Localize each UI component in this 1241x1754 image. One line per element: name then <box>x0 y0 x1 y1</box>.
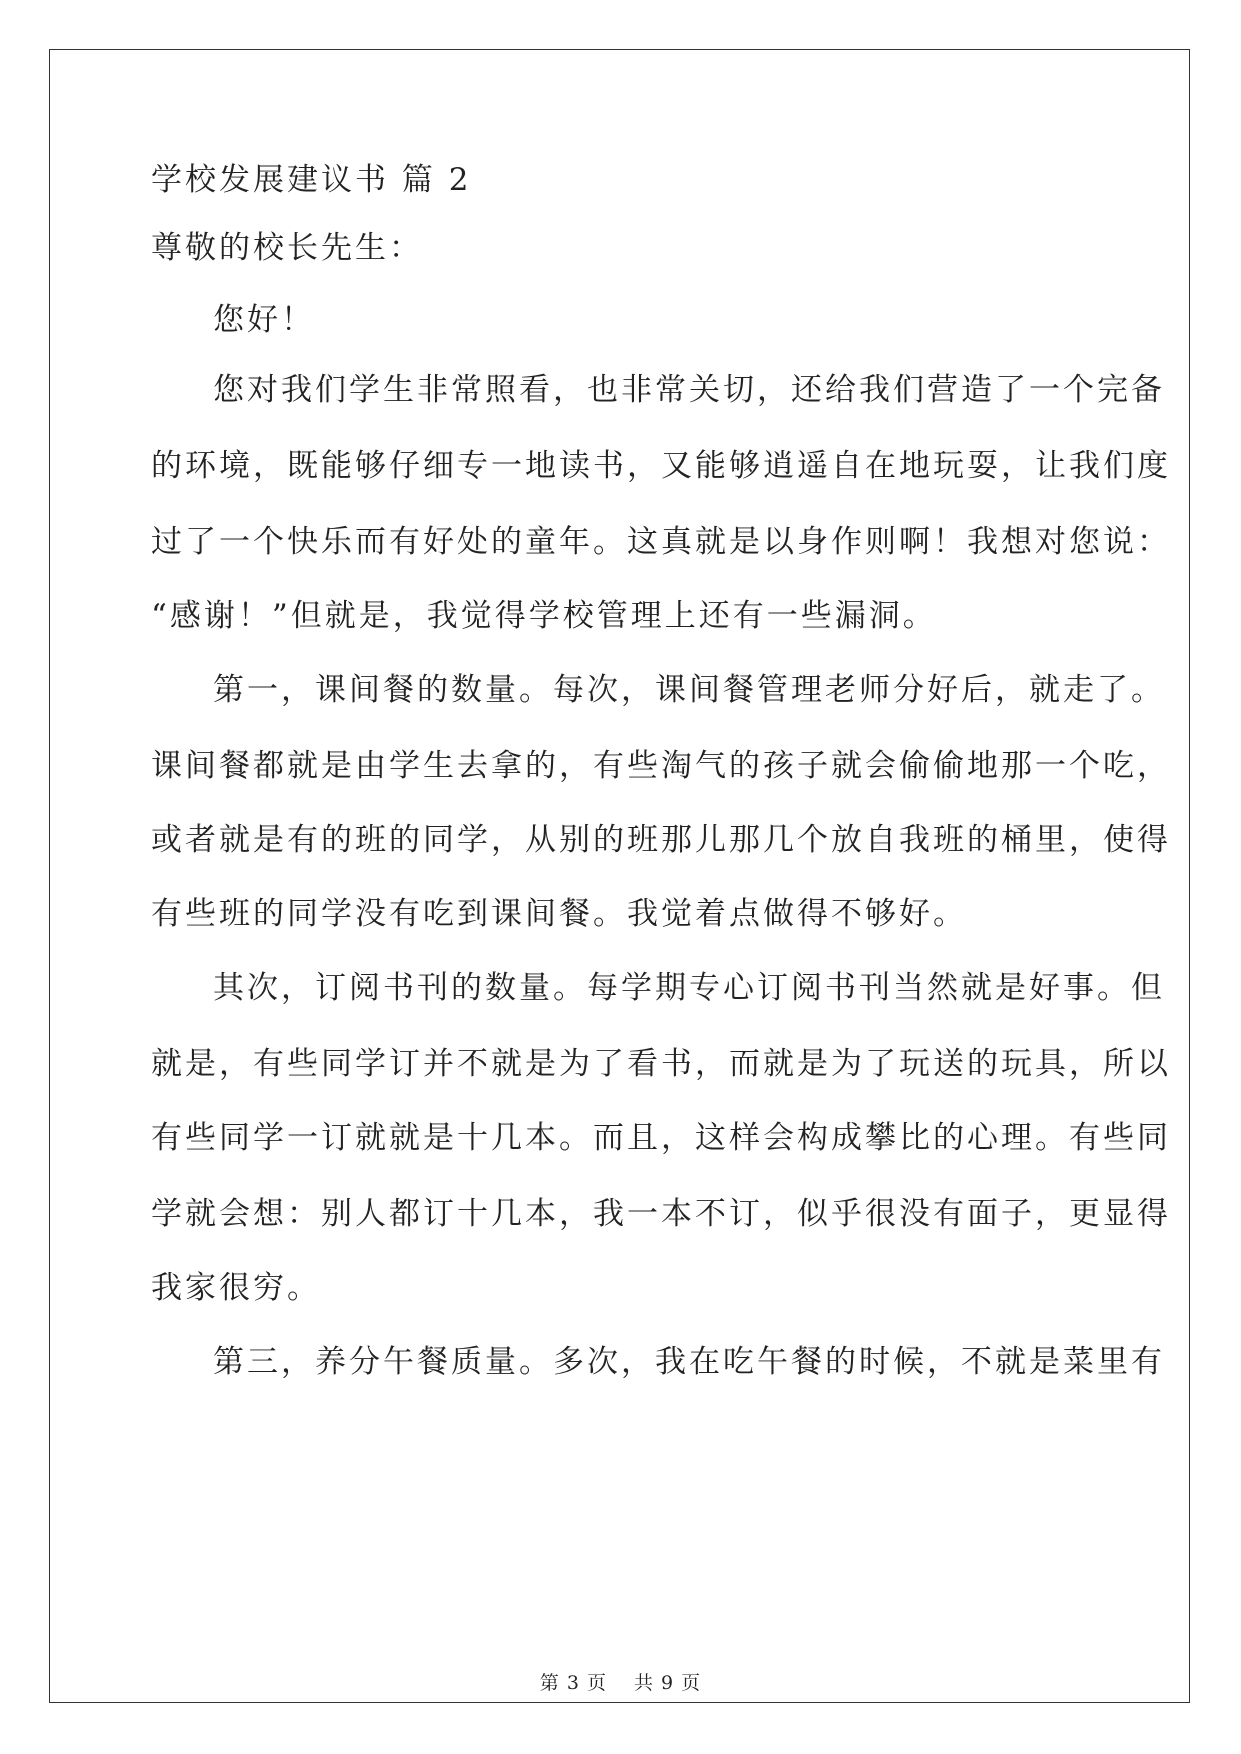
body-line: “感谢！”但就是，我觉得学校管理上还有一些漏洞。 <box>151 598 937 634</box>
body-line: 就是，有些同学订并不就是为了看书，而就是为了玩送的玩具，所以 <box>151 1046 1171 1082</box>
page-number-total: 共 9 页 <box>634 1672 702 1694</box>
page-border <box>49 49 1190 1703</box>
body-line: 有些同学一订就就是十几本。而且，这样会构成攀比的心理。有些同 <box>151 1120 1171 1156</box>
body-line: 第一，课间餐的数量。每次，课间餐管理老师分好后，就走了。 <box>213 672 1165 708</box>
page-number-current: 第 3 页 <box>539 1672 607 1694</box>
greeting-line: 您好！ <box>213 302 315 338</box>
body-line: 过了一个快乐而有好处的童年。这真就是以身作则啊！我想对您说： <box>151 524 1171 560</box>
body-line: 课间餐都就是由学生去拿的，有些淘气的孩子就会偷偷地那一个吃， <box>151 748 1171 784</box>
body-line: 其次，订阅书刊的数量。每学期专心订阅书刊当然就是好事。但 <box>213 970 1165 1006</box>
salutation: 尊敬的校长先生： <box>151 230 423 266</box>
body-line: 有些班的同学没有吃到课间餐。我觉着点做得不够好。 <box>151 896 967 932</box>
body-line: 的环境，既能够仔细专一地读书，又能够逍遥自在地玩耍，让我们度 <box>151 448 1171 484</box>
body-line: 您对我们学生非常照看，也非常关切，还给我们营造了一个完备 <box>213 372 1165 408</box>
document-heading: 学校发展建议书 篇 2 <box>151 162 472 198</box>
body-line: 学就会想：别人都订十几本，我一本不订，似乎很没有面子，更显得 <box>151 1196 1171 1232</box>
page-footer <box>0 1671 1241 1695</box>
body-line: 第三，养分午餐质量。多次，我在吃午餐的时候，不就是菜里有 <box>213 1344 1165 1380</box>
body-line: 我家很穷。 <box>151 1270 321 1306</box>
body-line: 或者就是有的班的同学，从别的班那儿那几个放自我班的桶里，使得 <box>151 822 1171 858</box>
